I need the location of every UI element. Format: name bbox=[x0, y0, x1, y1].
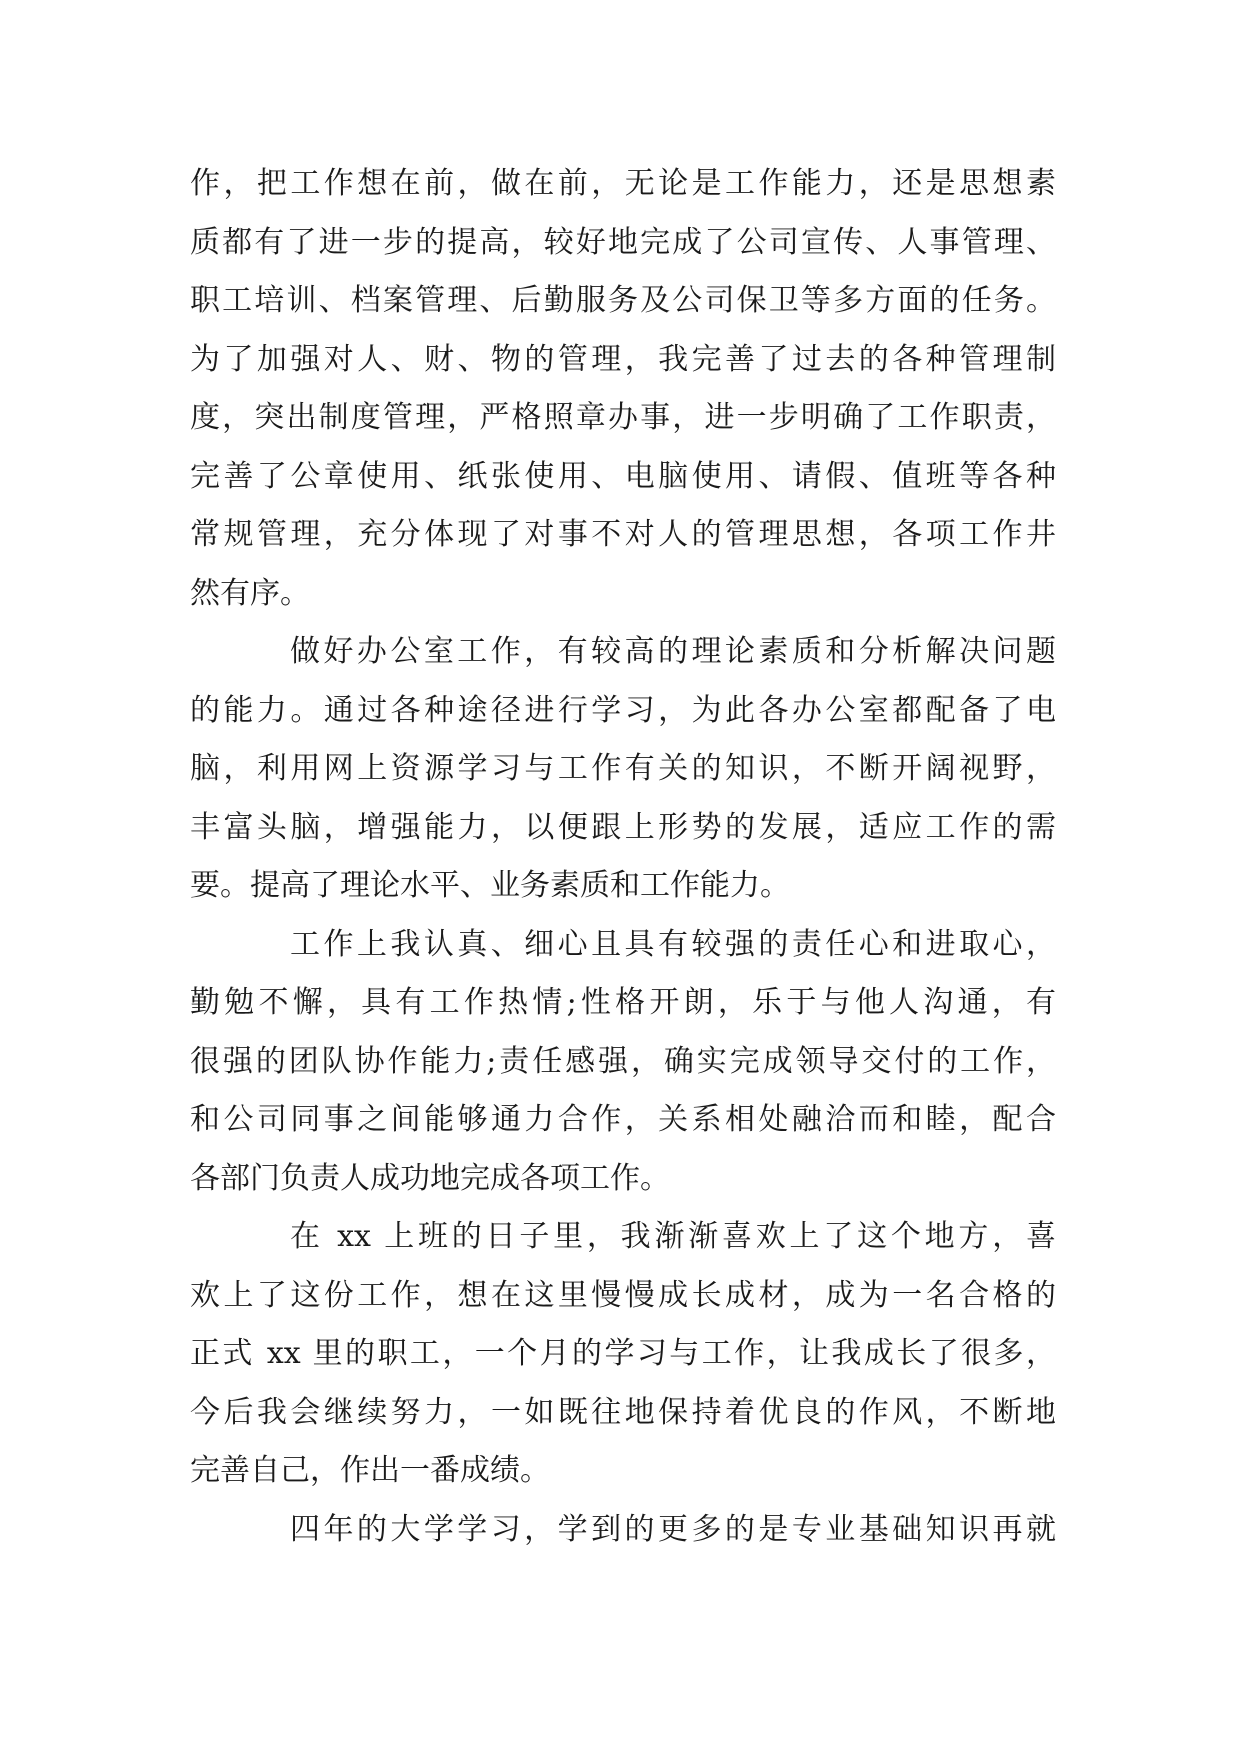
text-line: 欢上了这份工作，想在这里慢慢成长成材，成为一名合格的 bbox=[190, 1277, 1056, 1313]
text-line: 完善自己，作出一番成绩。 bbox=[190, 1453, 550, 1488]
text-line: 在 xx 上班的日子里，我渐渐喜欢上了这个地方，喜 bbox=[290, 1219, 1056, 1254]
text-line: 工作上我认真、细心且具有较强的责任心和进取心， bbox=[290, 926, 1056, 962]
text-line: 勤勉不懈，具有工作热情;性格开朗，乐于与他人沟通，有 bbox=[190, 985, 1056, 1020]
text-line: 今后我会继续努力，一如既往地保持着优良的作风，不断地 bbox=[190, 1394, 1056, 1430]
text-line: 做好办公室工作，有较高的理论素质和分析解决问题 bbox=[290, 634, 1056, 669]
text-line: 很强的团队协作能力;责任感强，确实完成领导交付的工作， bbox=[190, 1043, 1056, 1079]
paragraph bbox=[190, 916, 1056, 1209]
text-line: 的能力。通过各种途径进行学习，为此各办公室都配备了电 bbox=[190, 692, 1056, 728]
paragraph bbox=[190, 155, 1056, 623]
text-line: 要。提高了理论水平、业务素质和工作能力。 bbox=[190, 868, 790, 903]
text-line: 职工培训、档案管理、后勤服务及公司保卫等多方面的任务。 bbox=[190, 283, 1056, 318]
document-body bbox=[190, 155, 1056, 1559]
text-line: 脑，利用网上资源学习与工作有关的知识，不断开阔视野， bbox=[190, 751, 1056, 786]
text-line: 作，把工作想在前，做在前，无论是工作能力，还是思想素 bbox=[190, 166, 1056, 201]
text-line: 各部门负责人成功地完成各项工作。 bbox=[190, 1160, 670, 1196]
text-line: 正式 xx 里的职工，一个月的学习与工作，让我成长了很多， bbox=[190, 1336, 1056, 1371]
text-line: 四年的大学学习，学到的更多的是专业基础知识再就 bbox=[290, 1511, 1056, 1547]
text-line: 丰富头脑，增强能力，以便跟上形势的发展，适应工作的需 bbox=[190, 809, 1056, 845]
paragraph bbox=[190, 1208, 1056, 1501]
text-line: 度，突出制度管理，严格照章办事，进一步明确了工作职责， bbox=[190, 400, 1056, 435]
paragraph bbox=[190, 623, 1056, 916]
text-line: 为了加强对人、财、物的管理，我完善了过去的各种管理制 bbox=[190, 341, 1056, 377]
text-line: 质都有了进一步的提高，较好地完成了公司宣传、人事管理、 bbox=[190, 224, 1056, 260]
text-line: 常规管理，充分体现了对事不对人的管理思想，各项工作井 bbox=[190, 517, 1056, 552]
text-line: 完善了公章使用、纸张使用、电脑使用、请假、值班等各种 bbox=[190, 458, 1056, 494]
text-line: 和公司同事之间能够通力合作，关系相处融洽而和睦，配合 bbox=[190, 1102, 1056, 1137]
paragraph bbox=[190, 1501, 1056, 1560]
text-line: 然有序。 bbox=[190, 575, 310, 611]
